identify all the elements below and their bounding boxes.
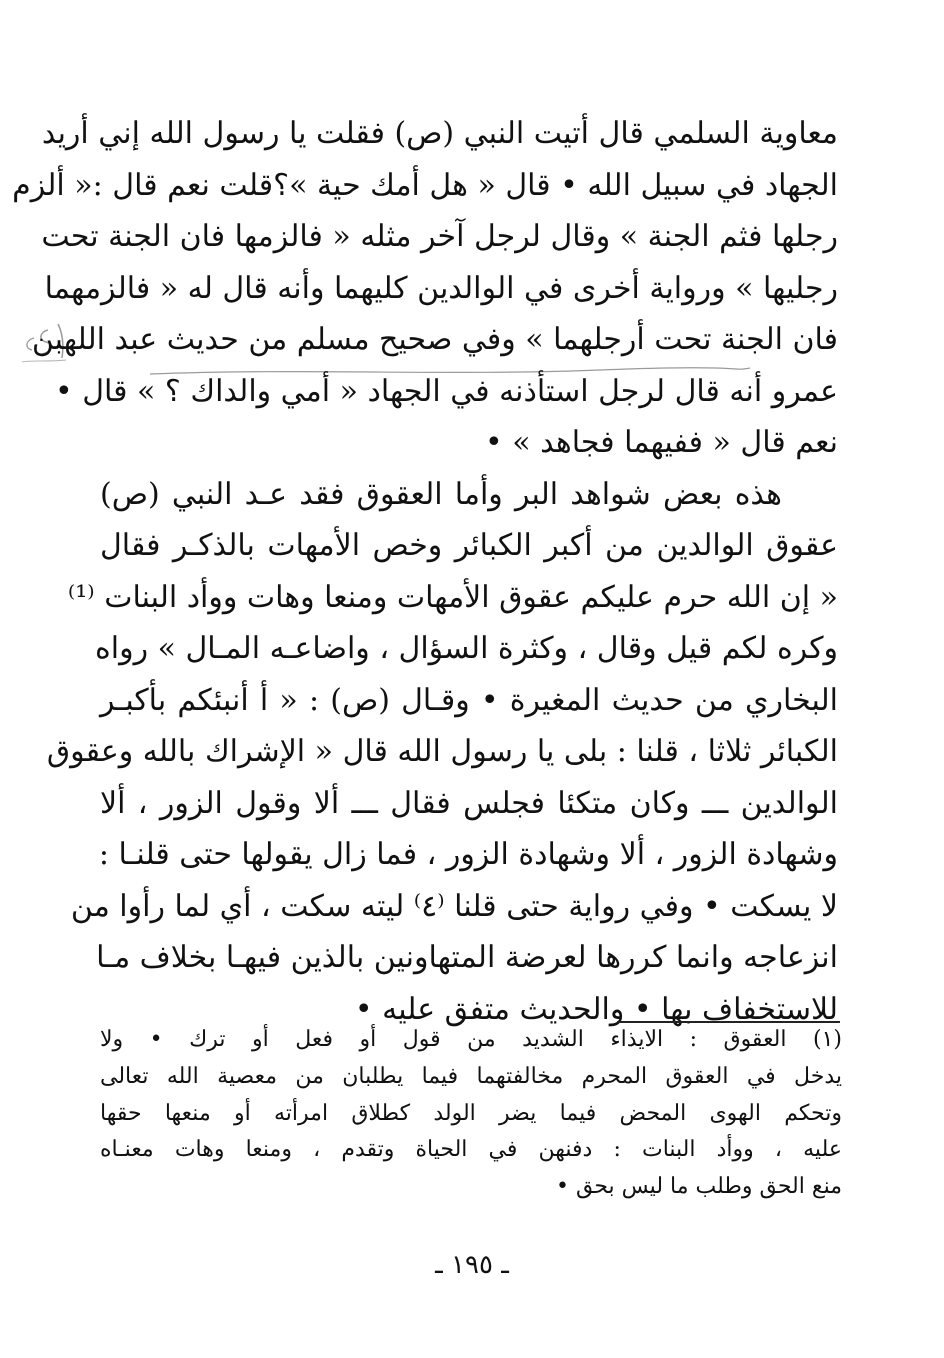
text-line: عمرو أنه قال لرجل استأذنه في الجهاد « أمي والداك ؟ » قال • xyxy=(54,373,838,409)
text-line: لا يسكت • وفي رواية حتى قلنا ⁽٤⁾ ليته سكت ، أي لما رأوا من xyxy=(70,888,838,924)
main-text-block xyxy=(12,108,838,1035)
text-line: الجهاد في سبيل الله • قال « هل أمك حية »؟قلت نعم قال :« ألزم xyxy=(12,167,838,203)
text-line: رجلها فثم الجنة » وقال لرجل آخر مثله « فالزمها فان الجنة تحت xyxy=(41,219,838,254)
footnote-line: (١) العقوق : الايذاء الشديد من قول أو فعل أو ترك • ولا xyxy=(100,1027,842,1052)
text-line: الكبائر ثلاثا ، قلنا : بلى يا رسول الله قال « الإشراك بالله وعقوق xyxy=(46,734,838,769)
text-line: عقوق الوالدين من أكبر الكبائر وخص الأمهات بالذكـر فقال xyxy=(100,528,838,563)
text-line: رجليها » ورواية أخرى في الوالدين كليهما وأنه قال له « فالزمهما xyxy=(44,270,838,306)
footnote-line: وتحكم الهوى المحض فيما يضر الولد كطلاق امرأته أو منعها حقها xyxy=(100,1100,843,1126)
text-line: للاستخفاف بها • والحديث متفق عليه • xyxy=(354,991,838,1027)
text-line: نعم قال « ففيهما فجاهد » • xyxy=(485,425,838,460)
text-line: « إن الله حرم عليكم عقوق الأمهات ومنعا وهات ووأد البنات ⁽¹⁾ xyxy=(67,579,838,615)
footnote-line: يدخل في العقوق المحرم مخالفتهما فيما يطلبان من معصية الله تعالى xyxy=(100,1063,842,1089)
footnote-line: عليه ، ووأد البنات : دفنهن في الحياة وتقدم ، ومنعا وهات معنـاه xyxy=(100,1137,842,1163)
text-line: انزعاجه وانما كررها لعرضة المتهاونين بالذين فيهـا بخلاف مـا xyxy=(96,940,838,975)
text-line: وشهادة الزور ، ألا وشهادة الزور ، فما زال يقولها حتى قلنـا : xyxy=(98,837,838,872)
text-line: البخاري من حديث المغيرة • وقـال (ص) : « أ أنبئكم بأكبـر xyxy=(100,682,838,718)
page-number: ـ ١٩٥ ـ xyxy=(435,1250,509,1280)
footnote-line: منع الحق وطلب ما ليس بحق • xyxy=(556,1174,842,1200)
text-line: وكره لكم قيل وقال ، وكثرة السؤال ، واضاعـه المـال » رواه xyxy=(95,631,838,666)
footnotes-block xyxy=(100,1022,842,1206)
text-line: فان الجنة تحت أرجلهما » وفي صحيح مسلم من حديث عبد اللهبن xyxy=(31,322,838,357)
text-line: معاوية السلمي قال أتيت النبي (ص) فقلت يا رسول الله إني أريد xyxy=(41,116,838,151)
text-line: الوالدين ـــ وكان متكئا فجلس فقال ـــ ألا وقول الزور ، ألا xyxy=(100,785,838,821)
text-line-paragraph-start: هذه بعض شواهد البر وأما العقوق فقد عـد النبي (ص) xyxy=(100,476,782,512)
